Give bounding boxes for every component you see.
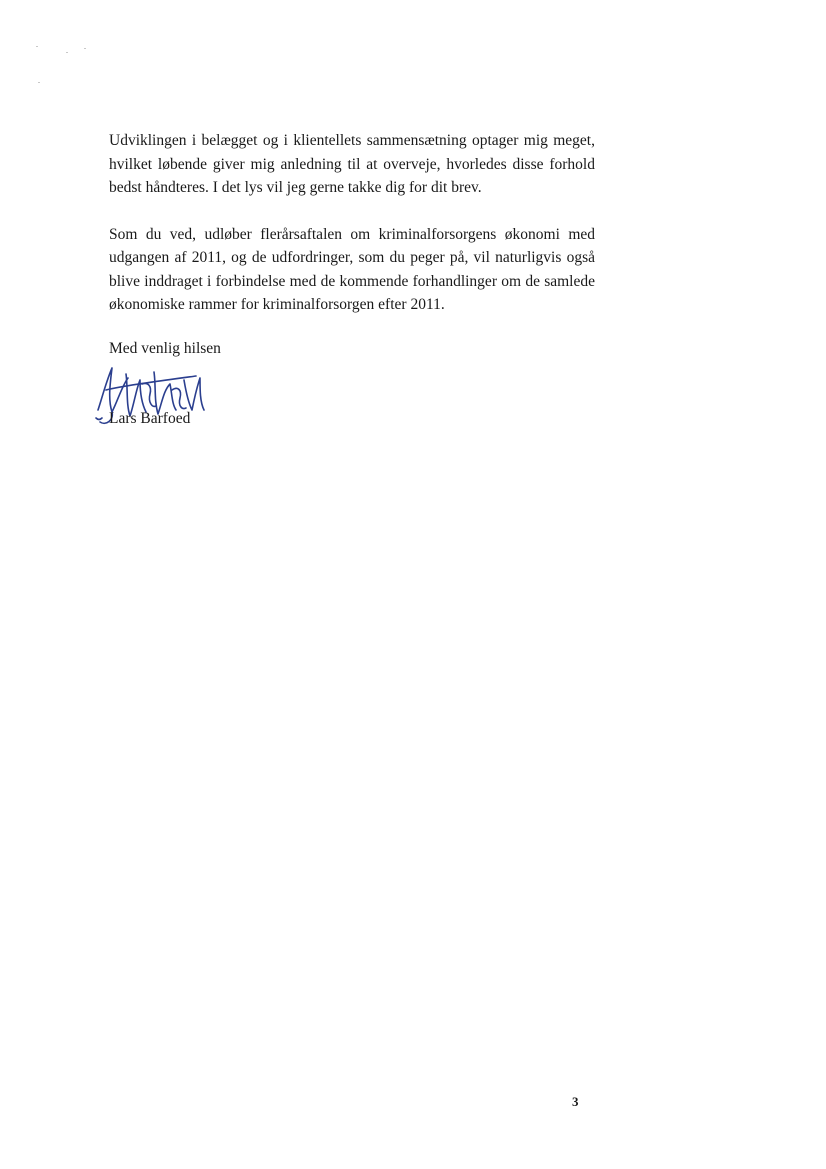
paragraph-1: Udviklingen i belægget og i klientellets sammensætning optager mig meget, hvilket løbende giver mig anledning til at overveje, hvorledes disse forhold bedst håndteres. I det lys vil jeg gerne takke dig for dit brev.	[109, 132, 595, 196]
paragraph-2: Som du ved, udløber flerårsaftalen om kriminalforsorgens økonomi med udgangen af 2011, og de udfordringer, som du peger på, vil naturligvis også blive inddraget i forbindelse med de kommende forhandlinger om de samlede økonomiske rammer for kriminalforsorgen efter 2011.	[109, 225, 595, 313]
page-number: 3	[572, 1094, 579, 1109]
closing-salutation: Med venlig hilsen	[109, 340, 221, 357]
signer-name: Lars Barfoed	[109, 410, 191, 427]
letter-body	[109, 129, 595, 317]
